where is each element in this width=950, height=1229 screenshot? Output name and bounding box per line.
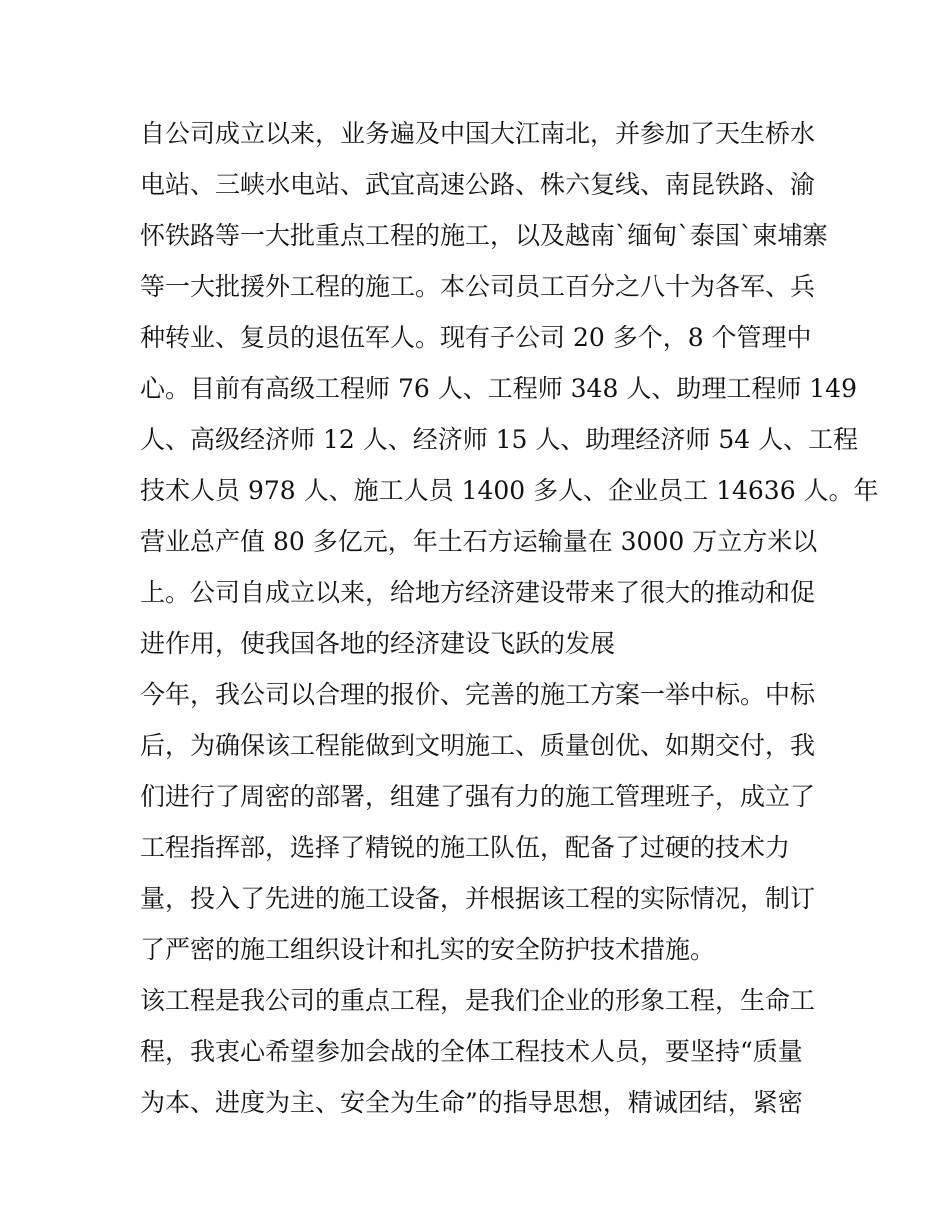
paragraph-bid-winning (140, 669, 816, 975)
text-line: 后，为确保该工程能做到文明施工、质量创优、如期交付，我 (140, 731, 816, 760)
text-line: 程，我衷心希望参加会战的全体工程技术人员，要坚持“质量 (140, 1037, 803, 1066)
text-line: 技术人员 978 人、施工人员 1400 多人、企业员工 14636 人。年 (140, 476, 879, 505)
document-page (140, 108, 879, 1128)
text-line: 心。目前有高级工程师 76 人、工程师 348 人、助理工程师 149 (140, 374, 857, 403)
paragraph-key-project (140, 975, 816, 1128)
text-line: 量，投入了先进的施工设备，并根据该工程的实际情况，制订 (140, 884, 816, 913)
text-line: 上。公司自成立以来，给地方经济建设带来了很大的推动和促 (140, 578, 816, 607)
text-line: 营业总产值 80 多亿元，年土石方运输量在 3000 万立方米以 (140, 527, 818, 556)
text-line: 人、高级经济师 12 人、经济师 15 人、助理经济师 54 人、工程 (140, 425, 859, 454)
text-line: 怀铁路等一大批重点工程的施工，以及越南`缅甸`泰国`柬埔寨 (140, 221, 828, 250)
text-line: 今年，我公司以合理的报价、完善的施工方案一举中标。中标 (140, 680, 816, 709)
text-line: 自公司成立以来，业务遍及中国大江南北，并参加了天生桥水 (140, 119, 816, 148)
paragraph-company-intro (140, 108, 879, 669)
text-line: 等一大批援外工程的施工。本公司员工百分之八十为各军、兵 (140, 272, 816, 301)
text-line: 进作用，使我国各地的经济建设飞跃的发展 (140, 629, 616, 658)
text-line: 种转业、复员的退伍军人。现有子公司 20 多个，8 个管理中 (140, 323, 812, 352)
text-line: 们进行了周密的部署，组建了强有力的施工管理班子，成立了 (140, 782, 816, 811)
text-line: 了严密的施工组织设计和扎实的安全防护技术措施。 (140, 935, 716, 964)
text-line: 该工程是我公司的重点工程，是我们企业的形象工程，生命工 (140, 986, 816, 1015)
text-line: 为本、进度为主、安全为生命”的指导思想，精诚团结，紧密 (140, 1088, 803, 1117)
text-line: 工程指挥部，选择了精锐的施工队伍，配备了过硬的技术力 (140, 833, 791, 862)
text-line: 电站、三峡水电站、武宜高速公路、株六复线、南昆铁路、渝 (140, 170, 816, 199)
